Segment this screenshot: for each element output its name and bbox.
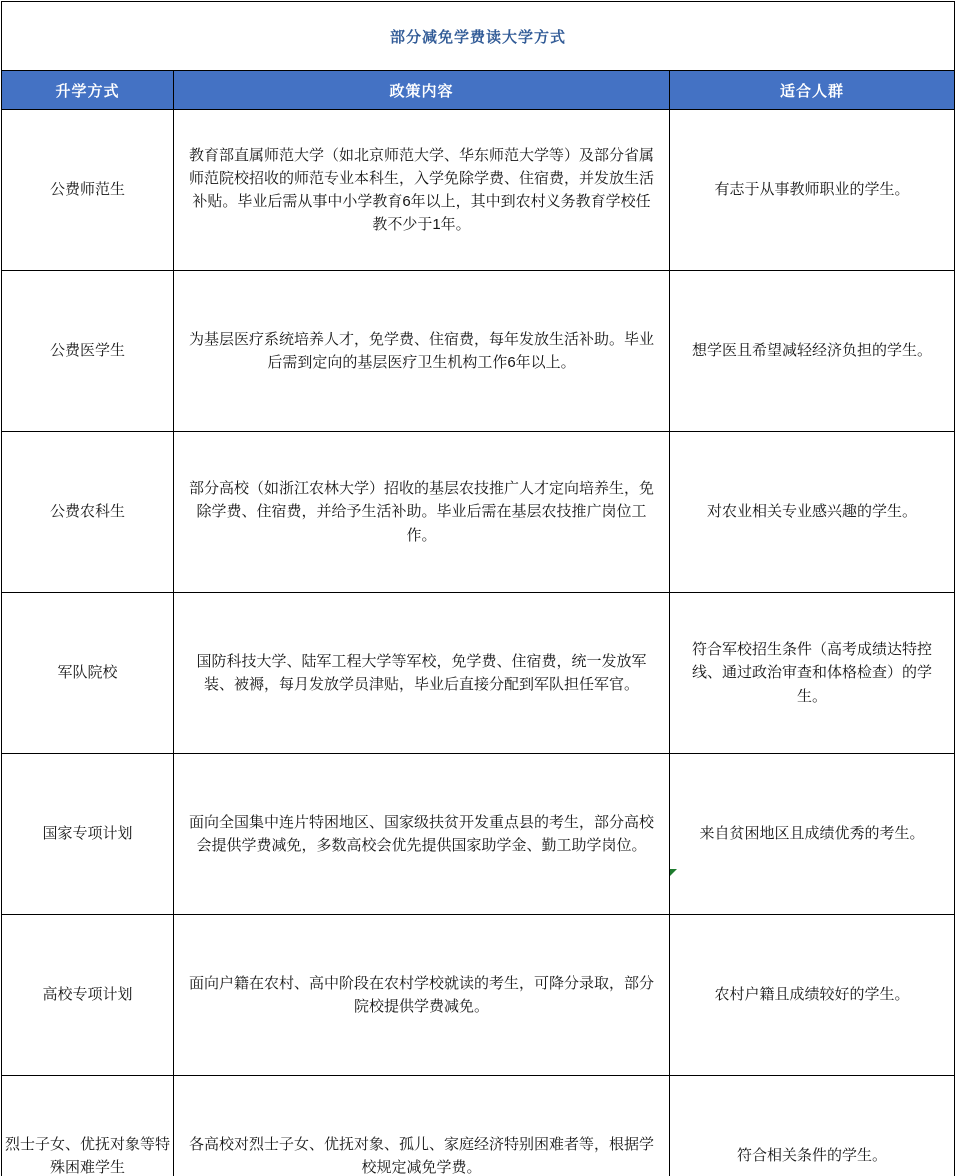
header-row (2, 71, 955, 110)
policy-cell: 面向全国集中连片特困地区、国家级扶贫开发重点县的考生，部分高校会提供学费减免，多数高校会优先提供国家助学金、勤工助学岗位。 (174, 754, 670, 915)
method-cell: 烈士子女、优抚对象等特殊困难学生 (2, 1076, 174, 1176)
table-row (2, 915, 955, 1076)
table-row (2, 593, 955, 754)
audience-cell: 符合相关条件的学生。 (670, 1076, 955, 1176)
policy-cell: 教育部直属师范大学（如北京师范大学、华东师范大学等）及部分省属师范院校招收的师范专业本科生，入学免除学费、住宿费，并发放生活补贴。毕业后需从事中小学教育6年以上，其中到农村义务教育学校任教不少于1年。 (174, 110, 670, 271)
policy-cell: 面向户籍在农村、高中阶段在农村学校就读的考生，可降分录取，部分院校提供学费减免。 (174, 915, 670, 1076)
column-header-method: 升学方式 (2, 71, 174, 110)
audience-cell: 想学医且希望减轻经济负担的学生。 (670, 271, 955, 432)
tuition-waiver-table (1, 1, 955, 1176)
method-cell: 公费农科生 (2, 432, 174, 593)
green-triangle-artifact (670, 869, 677, 876)
method-cell: 公费师范生 (2, 110, 174, 271)
policy-cell: 部分高校（如浙江农林大学）招收的基层农技推广人才定向培养生，免除学费、住宿费，并给予生活补助。毕业后需在基层农技推广岗位工作。 (174, 432, 670, 593)
column-header-policy: 政策内容 (174, 71, 670, 110)
column-header-audience: 适合人群 (670, 71, 955, 110)
audience-cell: 来自贫困地区且成绩优秀的考生。 (670, 754, 955, 915)
audience-cell: 有志于从事教师职业的学生。 (670, 110, 955, 271)
method-cell: 公费医学生 (2, 271, 174, 432)
method-cell: 国家专项计划 (2, 754, 174, 915)
audience-cell: 农村户籍且成绩较好的学生。 (670, 915, 955, 1076)
audience-cell: 符合军校招生条件（高考成绩达特控线、通过政治审查和体格检查）的学生。 (670, 593, 955, 754)
method-cell: 高校专项计划 (2, 915, 174, 1076)
method-cell: 军队院校 (2, 593, 174, 754)
table-row (2, 1076, 955, 1176)
table-row (2, 754, 955, 915)
table-row (2, 110, 955, 271)
table-row (2, 432, 955, 593)
table-row (2, 271, 955, 432)
table-title: 部分减免学费读大学方式 (2, 2, 955, 71)
policy-cell: 国防科技大学、陆军工程大学等军校，免学费、住宿费，统一发放军装、被褥，每月发放学员津贴，毕业后直接分配到军队担任军官。 (174, 593, 670, 754)
title-row (2, 2, 955, 71)
policy-cell: 为基层医疗系统培养人才，免学费、住宿费，每年发放生活补助。毕业后需到定向的基层医疗卫生机构工作6年以上。 (174, 271, 670, 432)
audience-cell: 对农业相关专业感兴趣的学生。 (670, 432, 955, 593)
policy-cell: 各高校对烈士子女、优抚对象、孤儿、家庭经济特别困难者等，根据学校规定减免学费。 (174, 1076, 670, 1176)
